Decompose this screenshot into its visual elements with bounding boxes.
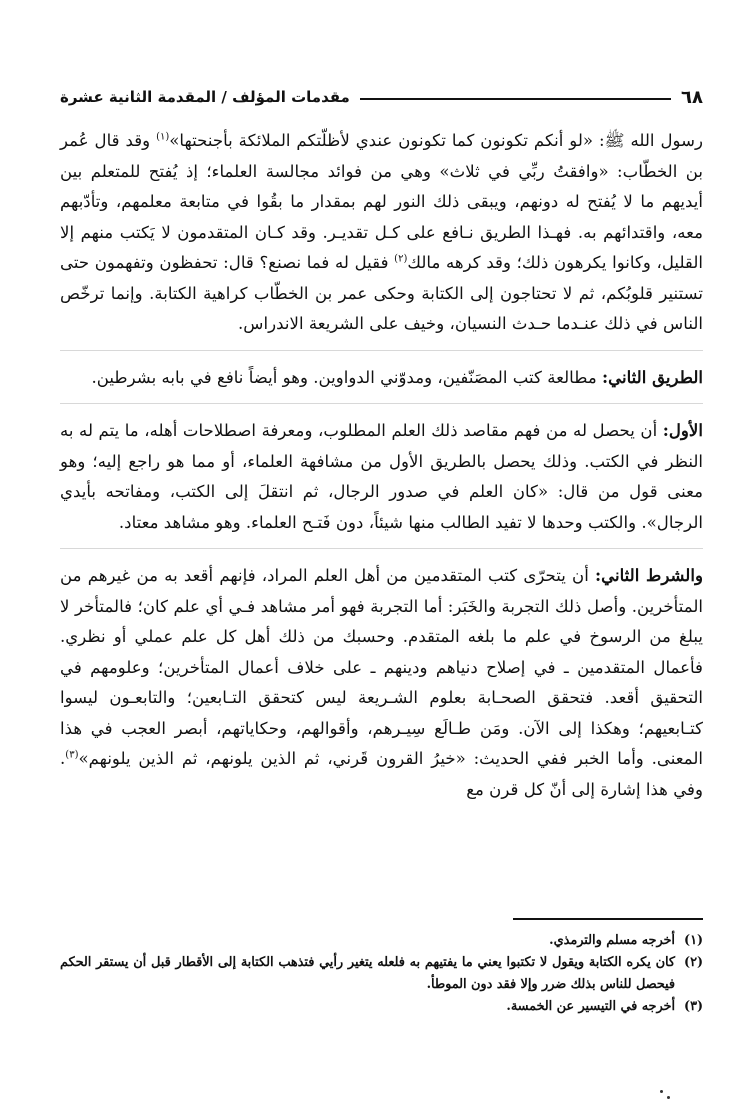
footnote-separator [513, 918, 703, 920]
footnote-number: (٣) [684, 999, 703, 1014]
footnote-text: كان يكره الكتابة ويقول لا تكتبوا يعني ما يفتيهم به فلعله يتغير رأيي فتذهب الكتابة إلى الأقطار قبل أن يستقر الحكم فيحصل للناس بذلك ضرر وإلا فقد دون الموطأ. [60, 955, 675, 992]
footnote-item [60, 930, 703, 952]
body-text [60, 126, 703, 805]
paragraph-text: أن يتحرّى كتب المتقدمين من أهل العلم المراد، فإنهم أقعد به من غيرهم من المتأخرين. وأصل ذلك التجربة والخَبَر: أما التجربة فهو أمر مشاهد فـي أي علم كان؛ فالمتأخر لا يبلغ من الرسوخ في علم ما بلغه المتقدم. وحسبك من ذلك أهل كل علم عملي أو نظري. فأعمال المتقدمين ـ في إصلاح دنياهم ودينهم ـ على خلاف أعمال المتأخرين؛ وعلومهم في التحقيق أقعد. فتحقق الصحـابة بعلوم الشـريعة ليس كتحقق التـابعين؛ والتابعـون ليسوا كتـابعيهم؛ وهكذا إلى الآن. ومَن طـالَع سِيـرهم، وأقوالهم، وحكاياتهم، أبصر العجب في هذا المعنى. وأما الخبر ففي الحديث: «خيرُ القرون قَرني، ثم الذين يلونهم، ثم الذين يلونهم» [60, 566, 703, 768]
paragraph-text: . وفي هذا إشارة إلى أنّ كل قرن مع [60, 749, 703, 799]
footnote-text: أخرجه مسلم والترمذي. [549, 933, 675, 948]
footnote-text: أخرجه في التيسير عن الخمسة. [506, 999, 675, 1014]
footnote-ref-3[interactable]: (٣) [65, 749, 79, 761]
footnotes [60, 930, 703, 1018]
footnote-number: (٢) [684, 955, 703, 970]
paragraph-text: وقد قال عُمر بن الخطّاب: «وافقتُ ربِّي في ثلاث» وهي من فوائد مجالسة العلماء؛ إذ يُفتح للمتعلم بين أيديهم ما لا يُفتح له دونهم، ويبقى ذلك النور لهم بمقدار ما بقُوا في متابعة معلمهم، وتأدّبهم معه، واقتدائهم به. فهـذا الطريق نـافع على كـل تقديـر. وقد كـان المتقدمون لا يَكتب منهم إلا القليل، وكانوا يكرهون ذلك؛ وقد كرهه مالك [60, 131, 703, 272]
paragraph-4 [60, 548, 703, 805]
header-rule [360, 98, 671, 100]
footnote-ref-1[interactable]: (١) [156, 131, 170, 143]
running-header [60, 78, 703, 110]
scan-speck [660, 1090, 663, 1093]
header-title: مقدمات المؤلف / المقدمة الثانية عشرة [60, 88, 350, 106]
paragraph-text: أن يحصل له من فهم مقاصد ذلك العلم المطلوب، ومعرفة اصطلاحات أهله، ما يتم له به النظر في الكتب. وذلك يحصل بالطريق الأول من مشافهة العلماء، أو مما هو راجع إليه؛ وهو معنى قول من قال: «كان العلم في صدور الرجال، ثم انتقلَ إلى الكتب، ومفاتحه بأيدي الرجال». والكتب وحدها لا تفيد الطالب منها شيئاً، دون فَتـح العلماء. وهو مشاهد معتاد. [60, 421, 703, 532]
paragraph-2 [60, 350, 703, 394]
paragraph-lead: الطريق الثاني: [602, 366, 703, 387]
footnote-item [60, 952, 703, 996]
paragraph-lead: والشرط الثاني: [595, 565, 703, 585]
book-page [60, 78, 703, 1078]
footnote-item [60, 996, 703, 1018]
paragraph-3 [60, 403, 703, 538]
paragraph-lead: الأول: [662, 420, 703, 440]
footnote-ref-2[interactable]: (٢) [394, 253, 408, 265]
paragraph-text: فقيل له فما نصنع؟ قال: تحفظون وتفهمون حتى تستنير قلوبُكم، ثم لا تحتاجون إلى الكتابة وحكى عمر بن الخطّاب كراهية الكتابة. وإنما ترخّص الناس في ذلك عنـدما حـدث النسيان، وخيف على الشريعة الاندراس. [60, 253, 703, 333]
paragraph-text: مطالعة كتب المصَنّفين، ومدوّني الدواوين. وهو أيضاً نافع في بابه بشرطين. [91, 367, 603, 387]
paragraph-1 [60, 126, 703, 340]
page-number: ٦٨ [681, 87, 703, 108]
scan-speck [667, 1096, 670, 1099]
footnote-number: (١) [684, 933, 703, 948]
paragraph-text: رسول الله ﷺ: «لو أنكم تكونون كما تكونون عندي لأظلّتكم الملائكة بأجنحتها» [169, 131, 703, 150]
